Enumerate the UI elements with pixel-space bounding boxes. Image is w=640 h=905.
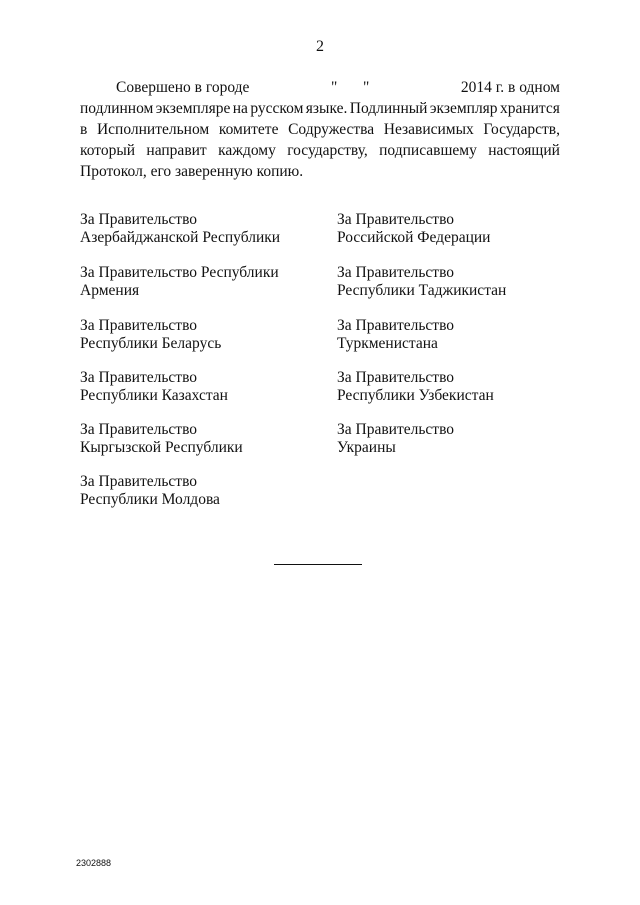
signature-block-uzbekistan (337, 369, 494, 405)
word: на (232, 100, 248, 117)
signing-year-text: 2014 г. в одном (460, 79, 560, 96)
date-quote-close: " (363, 79, 370, 96)
signature-heading: За Правительство Республики (80, 264, 279, 281)
signature-heading: За Правительство (337, 211, 455, 228)
signature-heading: За Правительство (337, 264, 455, 281)
paragraph-line-3 (80, 119, 560, 140)
signature-heading: За Правительство (337, 369, 455, 386)
signature-block-kyrgyzstan (80, 421, 243, 457)
signature-country: Республики Узбекистан (337, 387, 494, 404)
word: русском (250, 100, 304, 117)
signature-block-azerbaijan (80, 211, 280, 247)
paragraph-line-2 (80, 98, 560, 119)
signature-country: Республики Молдова (80, 491, 220, 508)
signature-block-russia (337, 211, 490, 247)
document-code: 2302888 (76, 858, 112, 868)
word: Подлинный (349, 100, 428, 117)
signature-country: Российской Федерации (337, 229, 491, 246)
signature-heading: За Правительство (337, 317, 455, 334)
signature-country: Кыргызской Республики (80, 439, 243, 456)
signature-country: Туркменистана (337, 335, 438, 352)
signature-block-ukraine (337, 421, 454, 457)
closing-paragraph (80, 77, 560, 182)
signature-country: Украины (337, 439, 396, 456)
word: экземпляр (429, 100, 498, 117)
word: настоящий (488, 142, 560, 159)
word: Независимых (383, 121, 474, 138)
signature-heading: За Правительство (80, 317, 198, 334)
page-number: 2 (316, 38, 324, 55)
word: подлинном (80, 100, 154, 117)
paragraph-line-1 (80, 77, 560, 98)
signature-country: Республики Беларусь (80, 335, 222, 352)
signature-heading: За Правительство (80, 473, 198, 490)
signature-heading: За Правительство (80, 421, 198, 438)
end-of-document-rule (274, 564, 362, 565)
word: Содружества (288, 121, 375, 138)
paragraph-line-4 (80, 140, 560, 161)
signature-heading: За Правительство (337, 421, 455, 438)
signature-block-kazakhstan (80, 369, 228, 405)
word: Исполнительном (96, 121, 210, 138)
signature-heading: За Правительство (80, 369, 198, 386)
signature-heading: За Правительство (80, 211, 198, 228)
signature-block-tajikistan (337, 264, 506, 300)
signature-country: Республики Таджикистан (337, 282, 507, 299)
word: который (80, 142, 136, 159)
word: комитете (218, 121, 279, 138)
word: государству, (287, 142, 368, 159)
signature-country: Республики Казахстан (80, 387, 228, 404)
word: в (80, 121, 88, 138)
paragraph-line-5: Протокол, его заверенную копию. (80, 163, 304, 180)
signature-country: Армения (80, 282, 140, 299)
signature-block-moldova (80, 473, 220, 509)
word: подписавшему (379, 142, 477, 159)
signature-block-turkmenistan (337, 317, 454, 353)
word: Государств, (483, 121, 560, 138)
signing-place-text: Совершено в городе (116, 79, 250, 96)
signature-country: Азербайджанской Республики (80, 229, 281, 246)
word: хранится (499, 100, 560, 117)
signature-block-armenia (80, 264, 279, 300)
word: каждому (218, 142, 276, 159)
signature-block-belarus (80, 317, 221, 353)
word: языке. (305, 100, 348, 117)
date-quote-open: " (331, 79, 338, 96)
word: экземпляре (155, 100, 231, 117)
word: направит (146, 142, 207, 159)
